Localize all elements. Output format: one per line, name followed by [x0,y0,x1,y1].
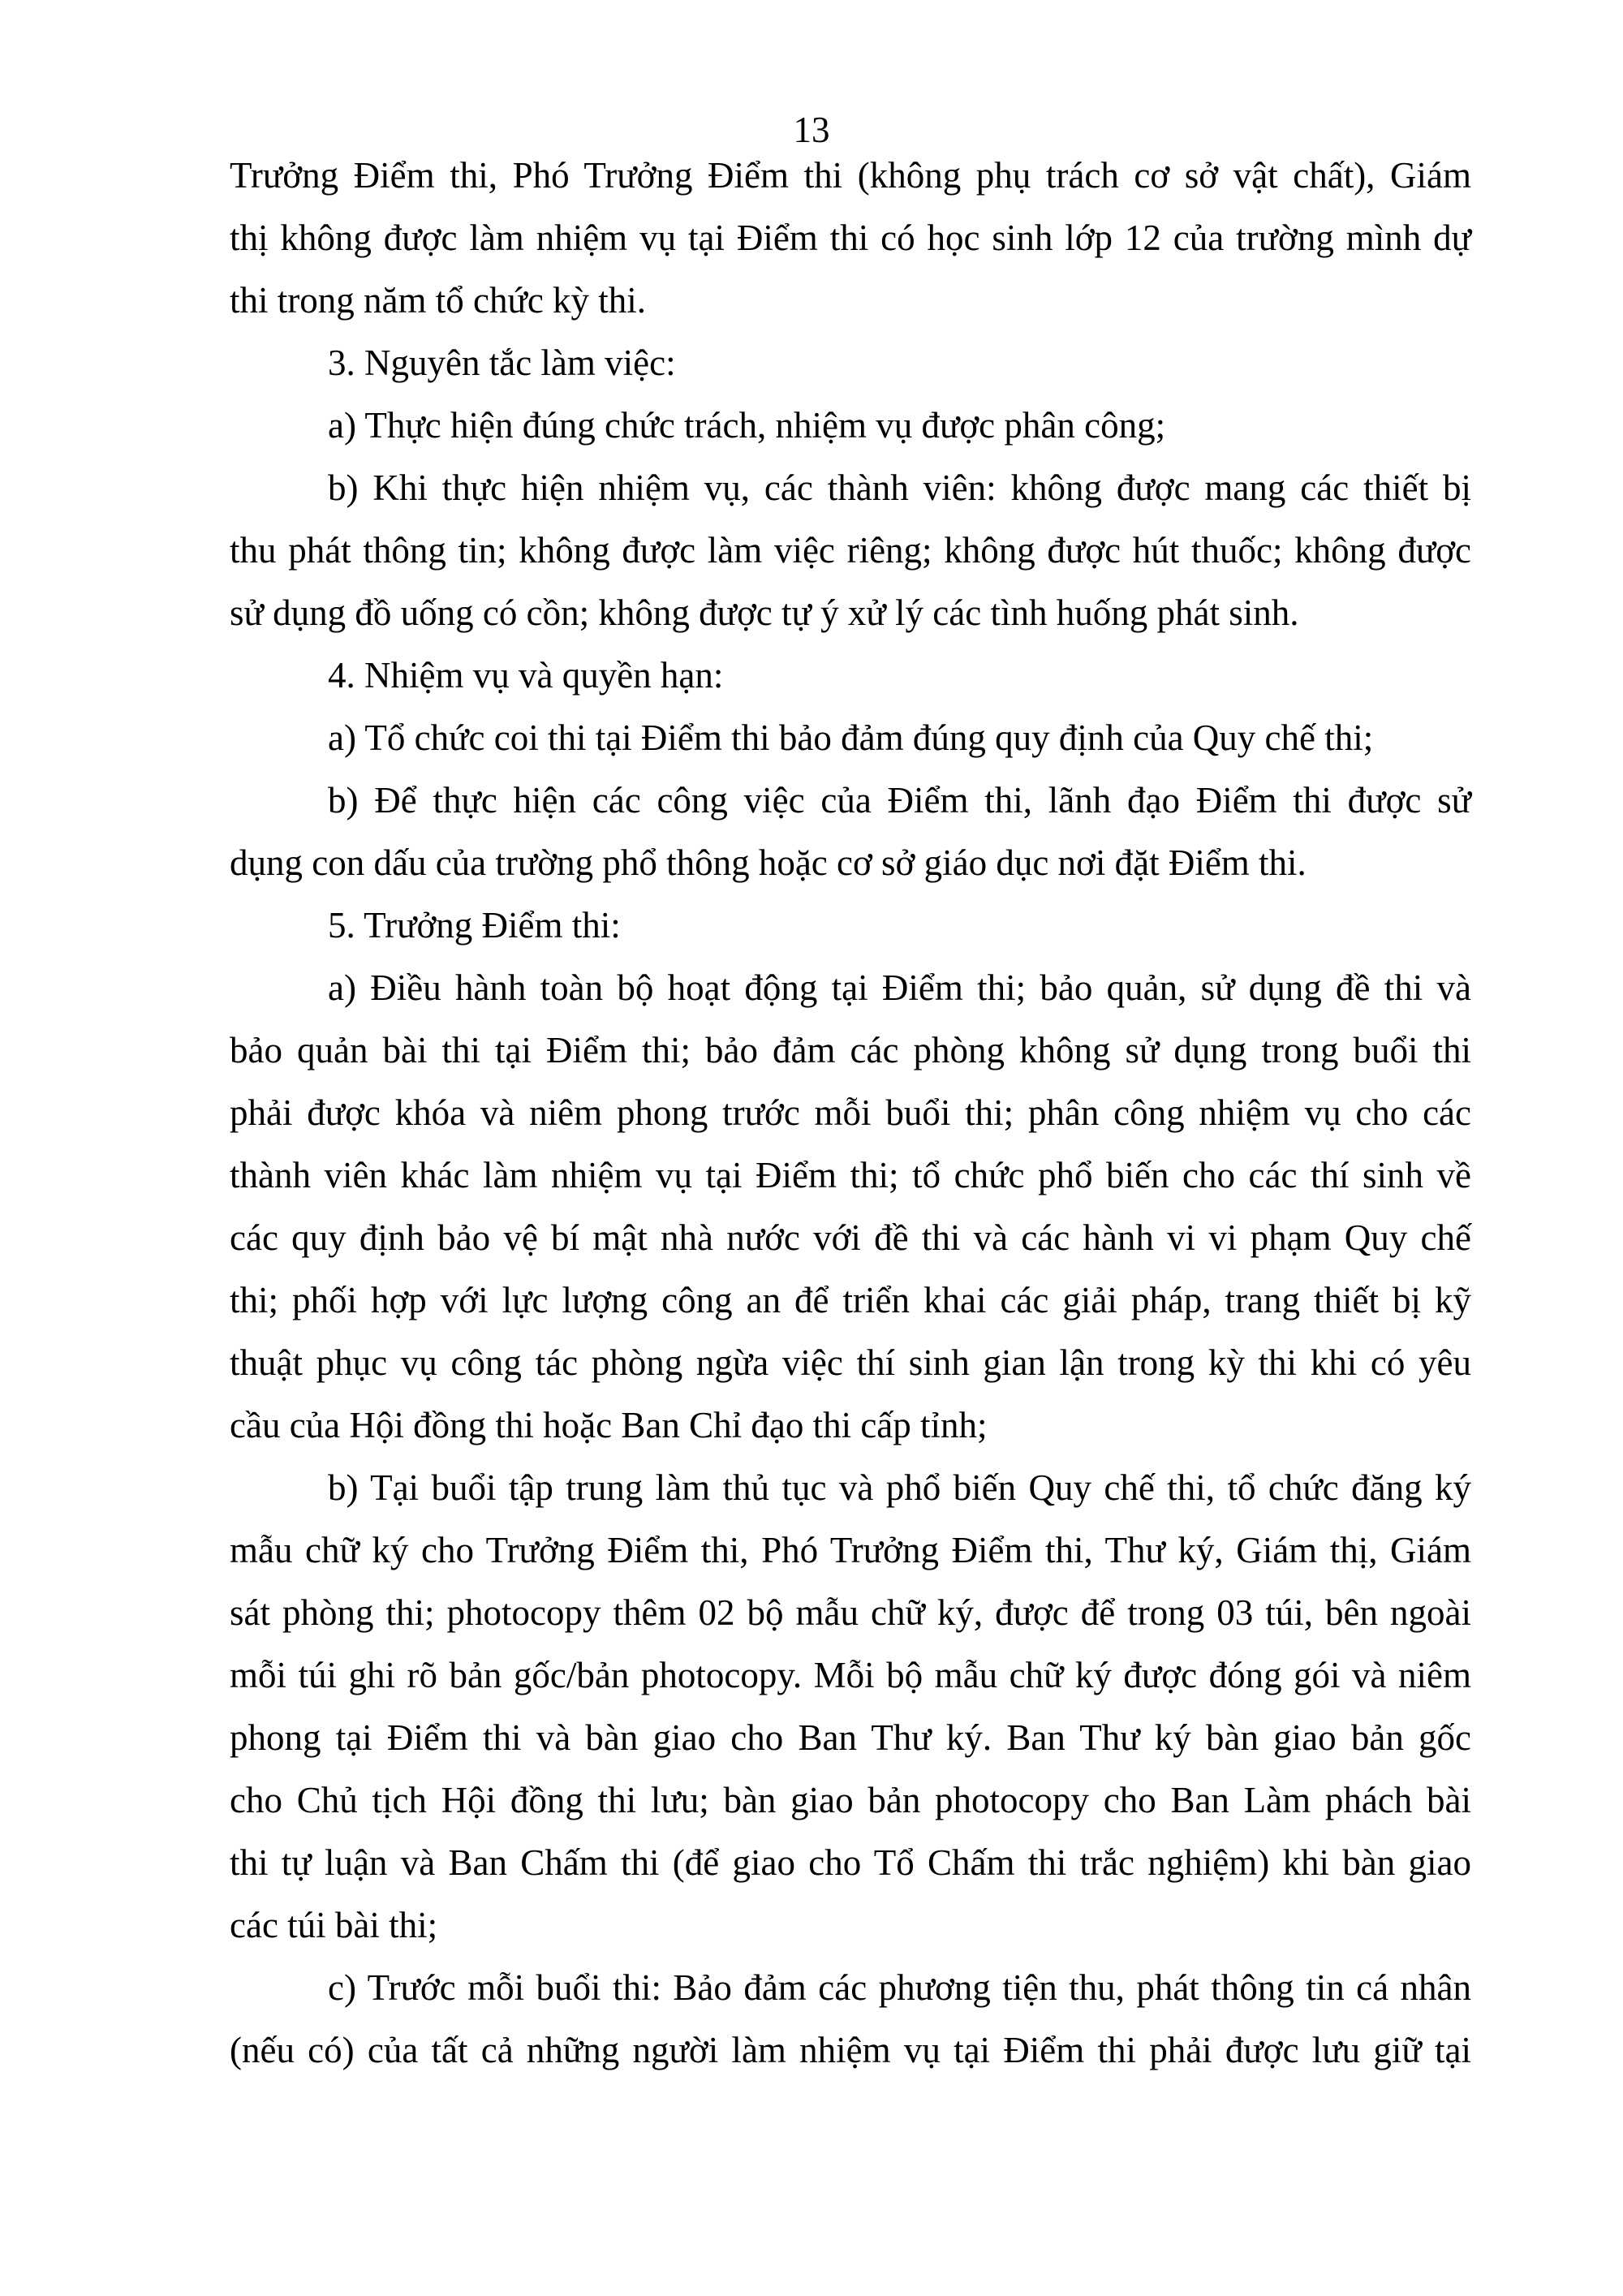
text-line: (nếu có) của tất cả những người làm nhiệm vụ tại Điểm thi phải được lưu giữ tại [230,2030,1471,2070]
text-line: cho Chủ tịch Hội đồng thi lưu; bàn giao bản photocopy cho Ban Làm phách bài [230,1780,1471,1820]
text-line: mẫu chữ ký cho Trưởng Điểm thi, Phó Trưởng Điểm thi, Thư ký, Giám thị, Giám [230,1530,1471,1570]
paragraph [230,144,1471,332]
text-line: 5. Trưởng Điểm thi: [328,905,621,946]
text-line: c) Trước mỗi buổi thi: Bảo đảm các phương tiện thu, phát thông tin cá nhân [328,1967,1471,2008]
text-line: thuật phục vụ công tác phòng ngừa việc thí sinh gian lận trong kỳ thi khi có yêu [230,1342,1471,1383]
text-line: sát phòng thi; photocopy thêm 02 bộ mẫu chữ ký, được để trong 03 túi, bên ngoài [230,1592,1471,1633]
paragraph [230,894,1471,957]
text-line: dụng con dấu của trường phổ thông hoặc cơ sở giáo dục nơi đặt Điểm thi. [230,842,1307,883]
text-line: a) Thực hiện đúng chức trách, nhiệm vụ được phân công; [328,405,1166,446]
paragraph [230,957,1471,1457]
text-line: phong tại Điểm thi và bàn giao cho Ban Thư ký. Ban Thư ký bàn giao bản gốc [230,1717,1471,1758]
text-line: thị không được làm nhiệm vụ tại Điểm thi có học sinh lớp 12 của trường mình dự [230,218,1471,258]
text-line: b) Khi thực hiện nhiệm vụ, các thành viên: không được mang các thiết bị [328,467,1471,508]
paragraph [230,457,1471,644]
text-line: 4. Nhiệm vụ và quyền hạn: [328,655,724,696]
text-line: a) Tổ chức coi thi tại Điểm thi bảo đảm đúng quy định của Quy chế thi; [328,717,1374,758]
paragraph [230,1957,1471,2082]
text-line: thi; phối hợp với lực lượng công an để triển khai các giải pháp, trang thiết bị kỹ [230,1280,1471,1320]
text-line: a) Điều hành toàn bộ hoạt động tại Điểm thi; bảo quản, sử dụng đề thi và [328,967,1471,1008]
text-line: bảo quản bài thi tại Điểm thi; bảo đảm các phòng không sử dụng trong buổi thi [230,1030,1471,1070]
text-line: cầu của Hội đồng thi hoặc Ban Chỉ đạo thi cấp tỉnh; [230,1405,988,1445]
text-line: các túi bài thi; [230,1905,438,1945]
text-line: 3. Nguyên tắc làm việc: [328,342,676,383]
text-line: phải được khóa và niêm phong trước mỗi buổi thi; phân công nhiệm vụ cho các [230,1092,1471,1133]
text-line: các quy định bảo vệ bí mật nhà nước với đề thi và các hành vi vi phạm Quy chế [230,1217,1471,1258]
paragraph [230,332,1471,394]
text-line: thành viên khác làm nhiệm vụ tại Điểm thi; tổ chức phổ biến cho các thí sinh về [230,1155,1471,1195]
paragraph [230,1457,1471,1957]
page-number: 13 [793,110,830,150]
text-line: Trưởng Điểm thi, Phó Trưởng Điểm thi (không phụ trách cơ sở vật chất), Giám [230,155,1471,196]
text-line: thu phát thông tin; không được làm việc riêng; không được hút thuốc; không được [230,530,1471,571]
text-line: thi tự luận và Ban Chấm thi (để giao cho Tổ Chấm thi trắc nghiệm) khi bàn giao [230,1842,1471,1883]
text-line: mỗi túi ghi rõ bản gốc/bản photocopy. Mỗi bộ mẫu chữ ký được đóng gói và niêm [230,1655,1471,1695]
document-body [230,144,1471,2082]
text-line: b) Tại buổi tập trung làm thủ tục và phổ biến Quy chế thi, tổ chức đăng ký [328,1467,1471,1508]
paragraph [230,707,1471,769]
paragraph [230,769,1471,894]
text-line: b) Để thực hiện các công việc của Điểm thi, lãnh đạo Điểm thi được sử [328,780,1471,821]
paragraph [230,394,1471,457]
paragraph [230,644,1471,707]
text-line: sử dụng đồ uống có cồn; không được tự ý xử lý các tình huống phát sinh. [230,592,1299,633]
text-line: thi trong năm tổ chức kỳ thi. [230,280,647,321]
